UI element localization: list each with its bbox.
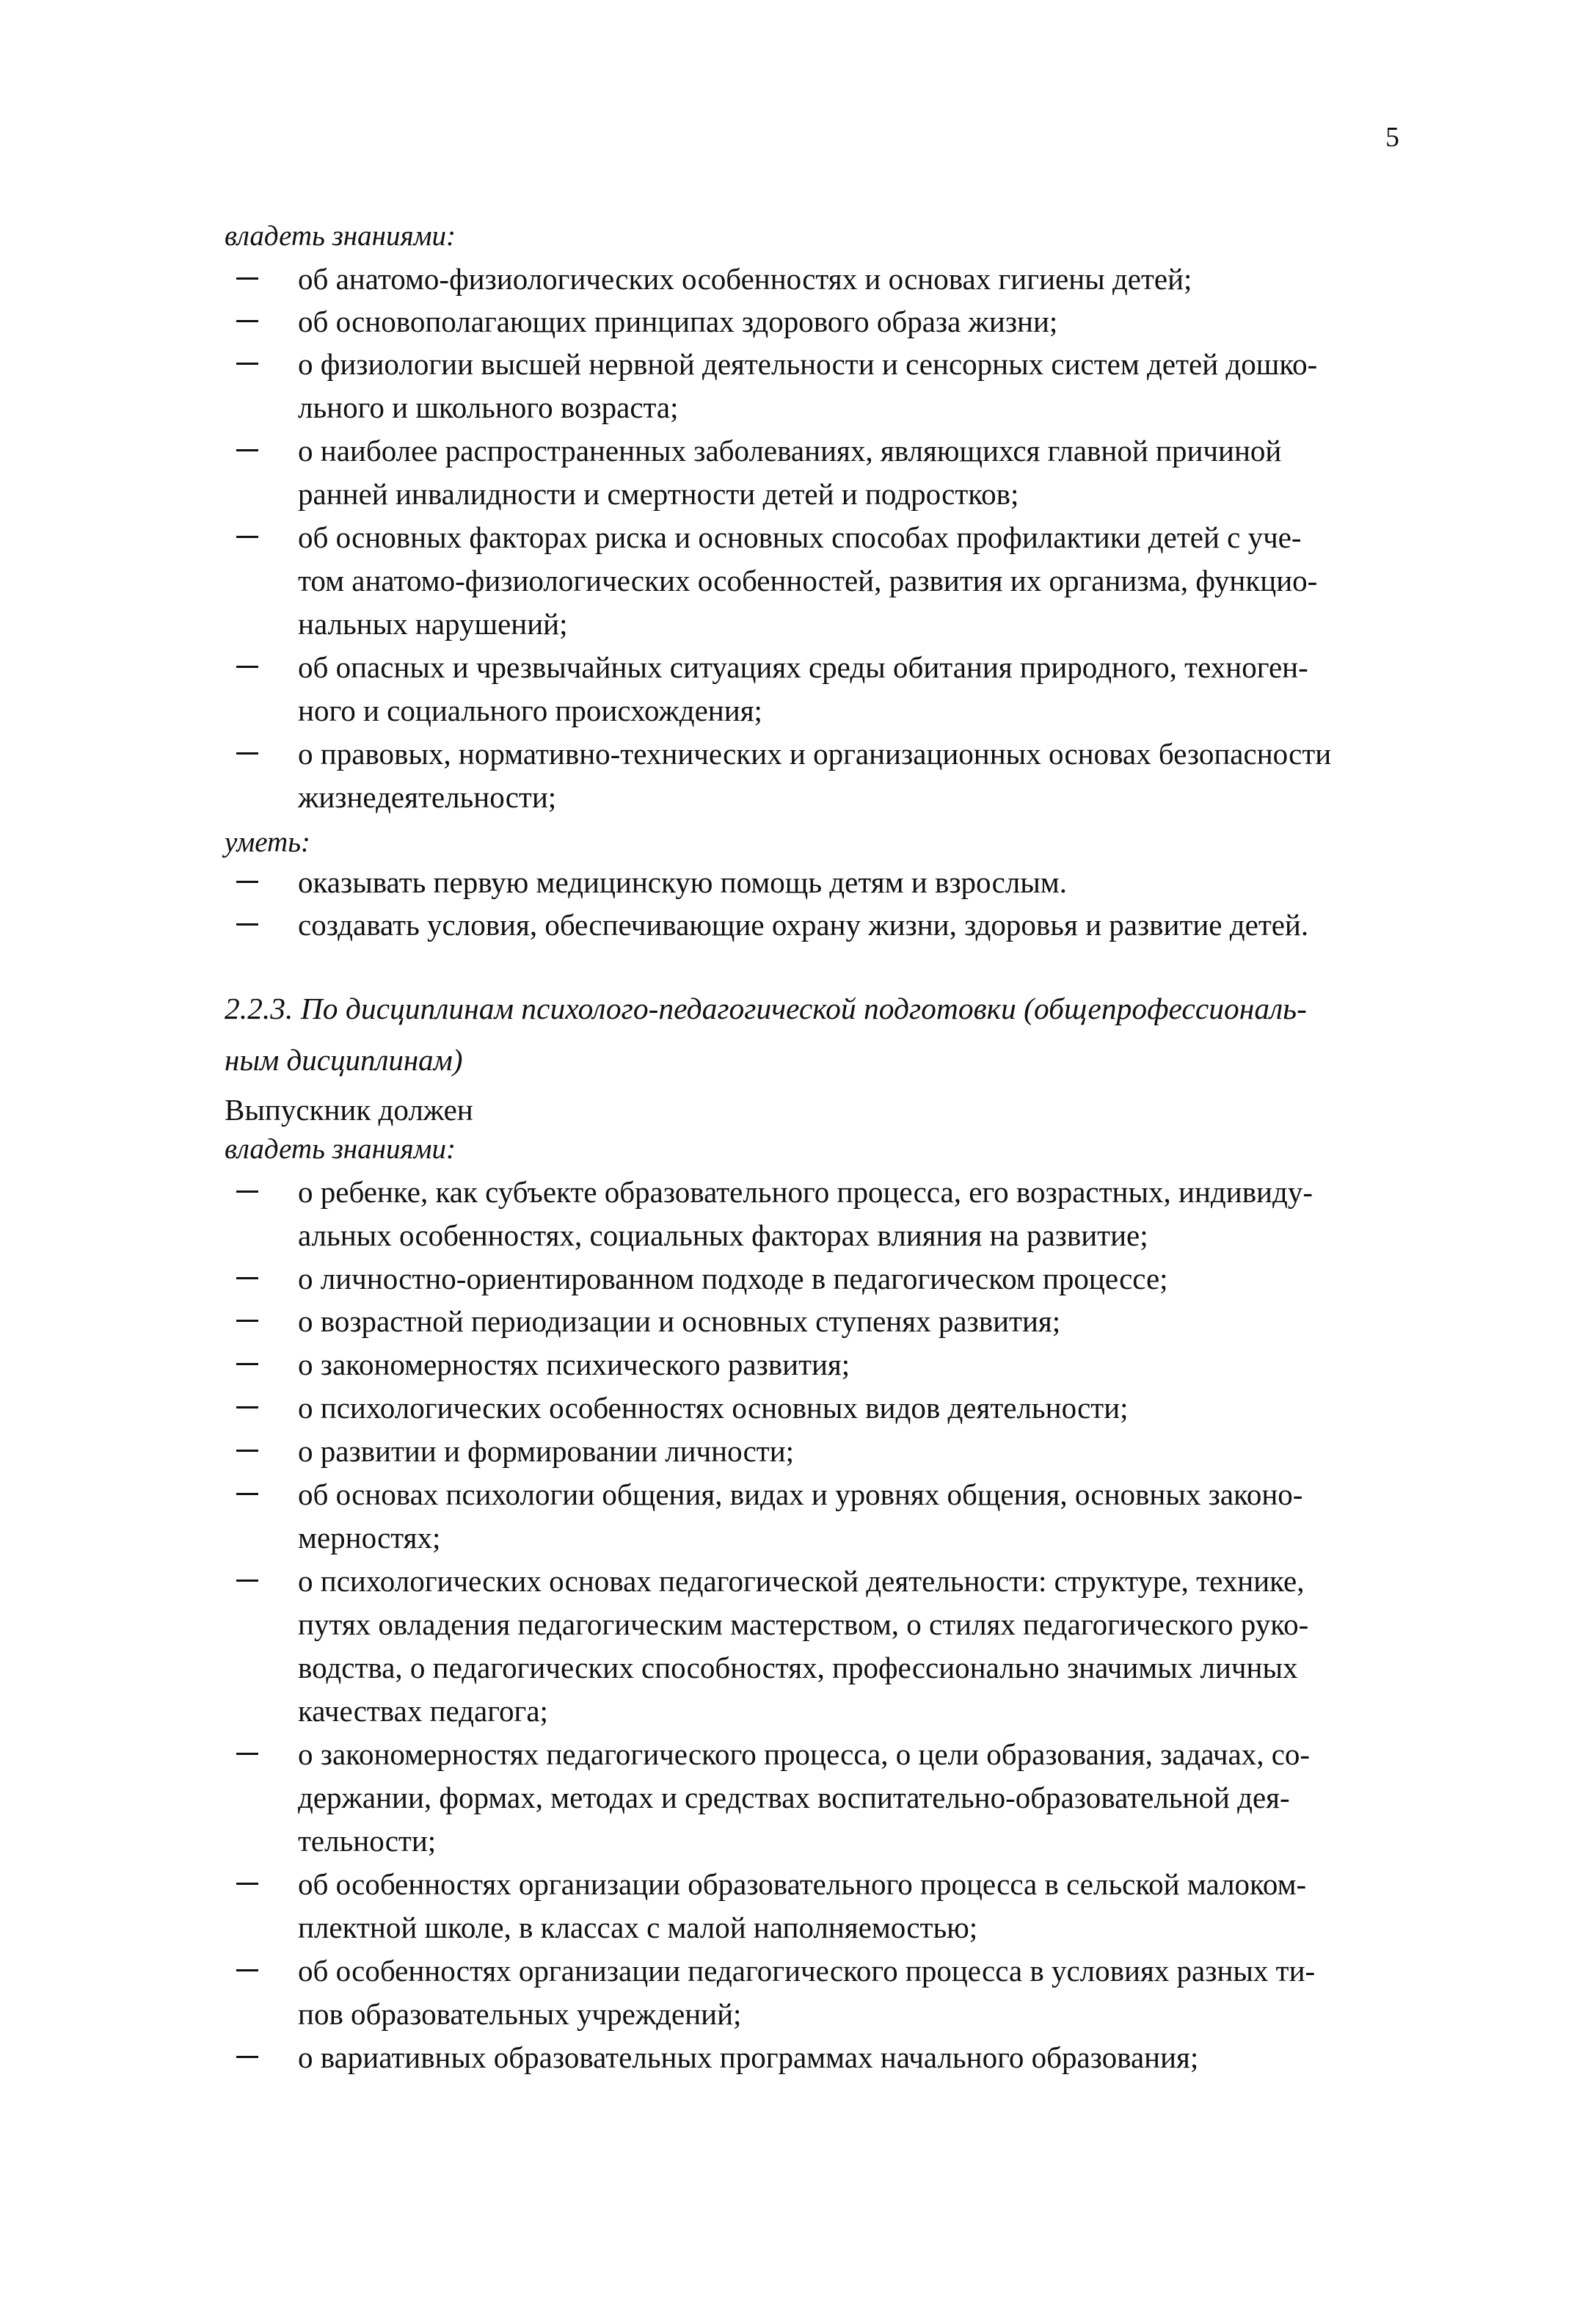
section-heading: 2.2.3. По дисциплинам психолого-педагогической подготовки (общепрофессиональ- [225,992,1307,1025]
list-item-line: о наиболее распространенных заболеваниях, являющихся главной причиной [298,434,1282,468]
list-dash [236,1363,258,1365]
knowledge-label: владеть знаниями: [225,1133,456,1165]
list-item-line: о правовых, нормативно-технических и организационных основах безопасности [298,737,1332,771]
list-dash [236,320,258,322]
knowledge-label: владеть знаниями: [225,220,456,252]
list-dash [236,923,258,926]
list-dash [236,1883,258,1885]
list-dash [236,536,258,538]
list-item-line: создавать условия, обеспечивающие охрану жизни, здоровья и развитие детей. [298,908,1309,942]
section-heading: ным дисциплинам) [225,1043,463,1077]
list-item-line: ного и социального происхождения; [298,694,762,727]
list-dash [236,1579,258,1582]
page-number: 5 [1385,122,1399,153]
list-item-line: тельности; [298,1824,437,1858]
list-item-line: жизнедеятельности; [298,780,557,814]
list-item-line: об опасных и чрезвычайных ситуациях среды обитания природного, техноген- [298,650,1308,684]
list-item-line: путях овладения педагогическим мастерством, о стилях педагогического руко- [298,1607,1309,1641]
list-dash [236,363,258,365]
list-item-line: о физиологии высшей нервной деятельности и сенсорных систем детей дошко- [298,347,1318,381]
list-item-line: об особенностях организации образовательного процесса в сельской малоком- [298,1867,1307,1901]
list-item-line: держании, формах, методах и средствах воспитательно-образовательной дея- [298,1781,1290,1814]
list-dash [236,1277,258,1279]
list-item-line: об основополагающих принципах здорового образа жизни; [298,305,1058,338]
list-dash [236,1406,258,1408]
list-item-line: мерностях; [298,1521,441,1555]
list-item-line: об анатомо-физиологических особенностях и основах гигиены детей; [298,262,1192,296]
intro-text: Выпускник должен [225,1093,473,1127]
list-dash [236,1190,258,1193]
list-item-line: о вариативных образовательных программах начального образования; [298,2040,1199,2074]
list-item-line: ранней инвалидности и смертности детей и подростков; [298,477,1019,511]
list-item-line: об основных факторах риска и основных способах профилактики детей с уче- [298,520,1302,554]
list-dash [236,1753,258,1755]
list-item-line: о закономерностях психического развития; [298,1348,850,1381]
list-item-line: пов образовательных учреждений; [298,1997,742,2031]
list-dash [236,1320,258,1322]
list-dash [236,277,258,280]
list-item-line: нальных нарушений; [298,607,568,641]
list-item-line: о психологических особенностях основных видов деятельности; [298,1391,1129,1425]
list-item-line: об особенностях организации педагогического процесса в условиях разных ти- [298,1954,1316,1988]
list-item-line: оказывать первую медицинскую помощь детям и взрослым. [298,865,1067,899]
list-dash [236,666,258,668]
list-dash [236,881,258,883]
list-item-line: о закономерностях педагогического процесса, о цели образования, задачах, со- [298,1737,1311,1771]
list-item-line: водства, о педагогических способностях, профессионально значимых личных [298,1651,1298,1684]
list-item-line: о психологических основах педагогической деятельности: структуре, технике, [298,1564,1305,1598]
list-item-line: альных особенностях, социальных факторах влияния на развитие; [298,1218,1148,1252]
list-dash [236,1969,258,1971]
list-item-line: об основах психологии общения, видах и уровнях общения, основных законо- [298,1477,1303,1511]
list-item-line: о личностно-ориентированном подходе в педагогическом процессе; [298,1262,1168,1295]
list-item-line: о ребенке, как субъекте образовательного процесса, его возрастных, индивиду- [298,1175,1313,1209]
list-dash [236,1493,258,1495]
list-item-line: плектной школе, в классах с малой наполняемостью; [298,1911,978,1944]
list-dash [236,752,258,755]
list-item-line: том анатомо-физиологических особенностей, развития их организма, функцио- [298,564,1318,597]
list-dash [236,449,258,451]
list-item-line: льного и школьного возраста; [298,390,679,424]
list-item-line: о возрастной периодизации и основных ступенях развития; [298,1304,1061,1338]
list-item-line: качествах педагога; [298,1694,548,1728]
skills-label: уметь: [225,826,310,858]
list-dash [236,1450,258,1452]
list-item-line: о развитии и формировании личности; [298,1434,795,1468]
list-dash [236,2056,258,2058]
